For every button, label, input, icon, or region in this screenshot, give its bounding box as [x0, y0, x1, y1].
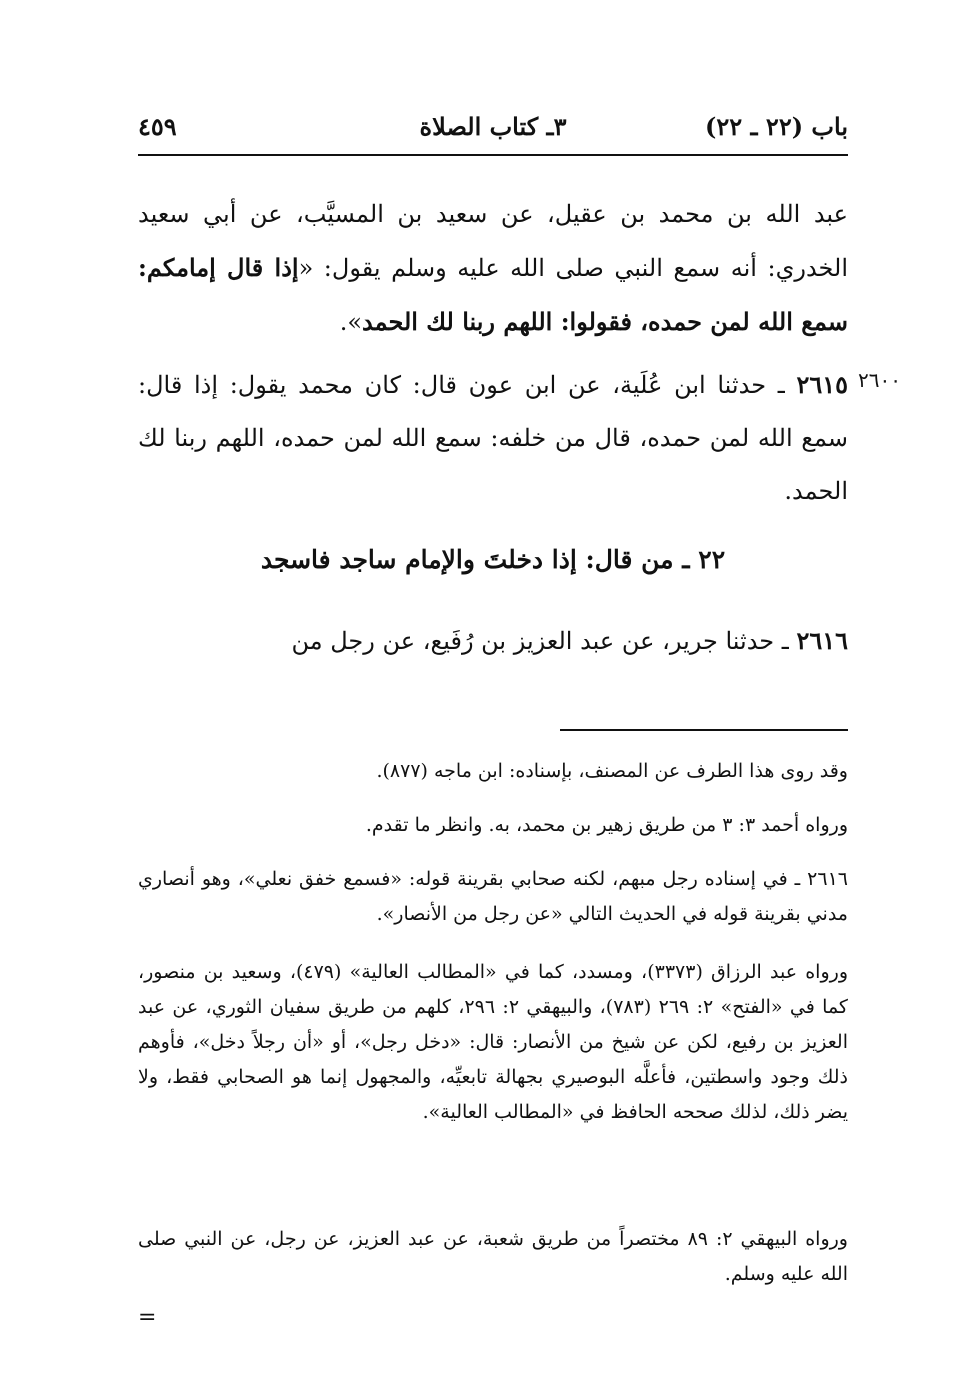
continuation-end: ». [339, 308, 362, 336]
hadith-continuation [138, 188, 848, 349]
header-rule [138, 154, 848, 156]
footnote-2: ورواه أحمد ٣: ٣ من طريق زهير بن محمد، به. وانظر ما تقدم. [365, 814, 848, 836]
book-title: ٣ـ كتاب الصلاة [419, 112, 567, 141]
prophetic-saying: إذا قال إمامكم: سمع الله لمن حمده، فقولوا: اللهم ربنا لك الحمد [138, 253, 848, 336]
chapter-label: باب (٢٢ ـ ٢٢) [705, 112, 848, 141]
footnote-4: ورواه عبد الرزاق (٣٣٧٣)، ومسدد، كما في «المطالب العالية» (٤٧٩)، وسعيد بن منصور، كما في «الفتح» ٢: ٢٦٩ (٧٨٣)، والبيهقي ٢: ٢٩٦، كلهم من طريق سفيان الثوري، عن عبد العزيز بن رفيع، لكن عن شيخ من الأنصار: قال: «دخل رجل»، أو «أن رجلاً دخل»، فأوهم ذلك وجود واسطتين، فأعلَّه البوصيري بجهالة تابعيِّه، والمجهول إنما هو الصحابي فقط، ولا يضر ذلك، لذلك صححه الحافظ في «المطالب العالية». [138, 961, 848, 1123]
footnote-1: وقد روى هذا الطرف عن المصنف، بإسناده: ابن ماجه (٨٧٧). [376, 760, 848, 782]
hadith-2616 [138, 614, 848, 668]
continuation-mark: = [138, 1305, 157, 1330]
footnote-5: ورواه البيهقي ٢: ٨٩ مختصراً من طريق شعبة، عن عبد العزيز، عن رجل، عن النبي صلى الله عليه وسلم. [138, 1228, 848, 1285]
continuation-text: عبد الله بن محمد بن عقيل، عن سعيد بن المسيَّب، عن أبي سعيد الخدري: أنه سمع النبي صلى الله عليه وسلم يقول: « [138, 200, 849, 282]
hadith-text: ـ حدثنا جرير، عن عبد العزيز بن رُفَيع، عن رجل من [291, 627, 797, 655]
hadith-number: ٢٦١٦ [796, 626, 848, 655]
section-title: ٢٢ ـ من قال: إذا دخلتَ والإمام ساجد فاسجد [260, 545, 726, 574]
hadith-number: ٢٦١٥ [796, 370, 848, 399]
hadith-2615 [138, 358, 848, 518]
margin-reference-number: ٢٦٠٠ [858, 368, 901, 392]
page-number: ٤٥٩ [138, 112, 177, 141]
footnote-3: ٢٦١٦ ـ في إسناده رجل مبهم، لكنه صحابي بقرينة قوله: «فسمع خفق نعلي»، وهو أنصاري مدني بقرينة قوله في الحديث التالي «عن رجل من الأنصار». [138, 868, 848, 925]
hadith-text: ـ حدثنا ابن عُلَية، عن ابن عون قال: كان محمد يقول: إذا قال: سمع الله لمن حمده، قال من خلفه: سمع الله لمن حمده، اللهم ربنا لك الحمد. [138, 371, 848, 505]
footnote-separator [560, 729, 848, 731]
running-header [138, 112, 848, 152]
